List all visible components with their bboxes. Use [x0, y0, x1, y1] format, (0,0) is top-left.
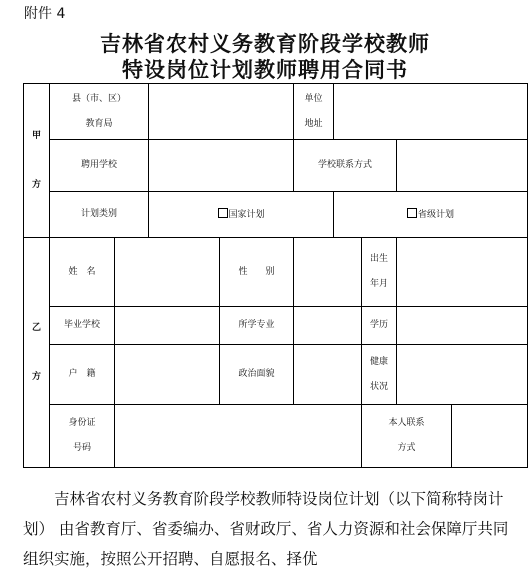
gender-label: 性 别 [220, 238, 294, 307]
political-status-field[interactable] [294, 345, 362, 405]
graduate-school-label: 毕业学校 [50, 307, 115, 345]
political-status-label: 政治面貌 [220, 345, 294, 405]
national-plan-option[interactable] [149, 192, 334, 238]
county-edu-bureau-field[interactable] [149, 84, 294, 140]
unit-address-label: 单位 地址 [294, 84, 334, 140]
major-label: 所学专业 [220, 307, 294, 345]
provincial-plan-checkbox[interactable] [407, 208, 417, 218]
school-contact-label: 学校联系方式 [294, 140, 397, 192]
unit-address-field[interactable] [334, 84, 528, 140]
education-field[interactable] [397, 307, 528, 345]
name-field[interactable] [115, 238, 220, 307]
birth-date-field[interactable] [397, 238, 528, 307]
personal-contact-label: 本人联系 方式 [362, 405, 452, 468]
document-title-line-1: 吉林省农村义务教育阶段学校教师 [100, 31, 430, 56]
id-number-label: 身份证 号码 [50, 405, 115, 468]
health-status-label: 健康 状况 [362, 345, 397, 405]
attachment-label: 附件 4 [24, 6, 66, 22]
party-a-label: 甲 方 [24, 84, 50, 238]
provincial-plan-option[interactable] [334, 192, 528, 238]
birth-date-label: 出生 年月 [362, 238, 397, 307]
personal-contact-field[interactable] [452, 405, 528, 468]
county-edu-bureau-label: 县（市、区） 教育局 [50, 84, 149, 140]
health-status-field[interactable] [397, 345, 528, 405]
graduate-school-field[interactable] [115, 307, 220, 345]
household-field[interactable] [115, 345, 220, 405]
household-label: 户 籍 [50, 345, 115, 405]
school-contact-field[interactable] [397, 140, 528, 192]
national-plan-checkbox[interactable] [218, 208, 228, 218]
gender-field[interactable] [294, 238, 362, 307]
id-number-field[interactable] [115, 405, 362, 468]
hiring-school-label: 聘用学校 [50, 140, 149, 192]
provincial-plan-text: 省级计划 [418, 210, 455, 221]
name-label: 姓 名 [50, 238, 115, 307]
plan-category-label: 计划类别 [50, 192, 149, 238]
party-b-label: 乙 方 [24, 238, 50, 468]
national-plan-text: 国家计划 [228, 210, 265, 221]
hiring-school-field[interactable] [149, 140, 294, 192]
document-title-line-2: 特设岗位计划教师聘用合同书 [122, 57, 408, 82]
intro-paragraph: 吉林省农村义务教育阶段学校教师特设岗位计划（以下简称特岗计划） 由省教育厅、省委编办、省财政厅、省人力资源和社会保障厅共同组织实施，按照公开招聘、自愿报名、择优 [23, 490, 509, 568]
education-label: 学历 [362, 307, 397, 345]
contract-form-table [23, 83, 528, 468]
major-field[interactable] [294, 307, 362, 345]
